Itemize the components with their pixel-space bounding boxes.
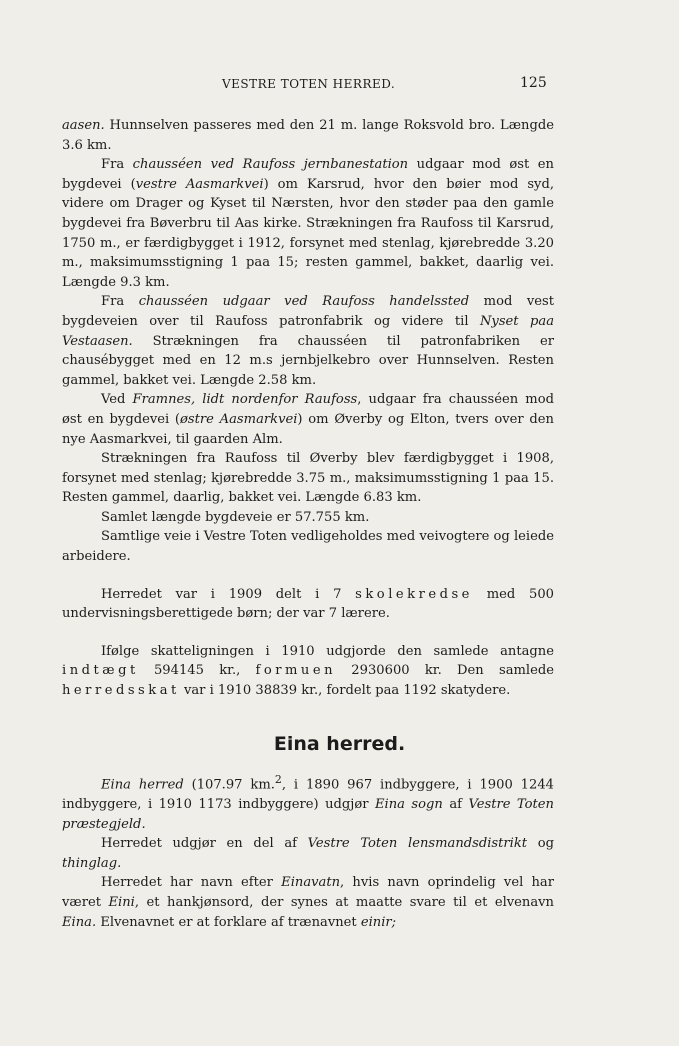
italic-term: Eini	[108, 894, 135, 910]
paragraph: Eina herred (107.97 km.$^2$, i 1890 967 indbyggere, i 1900 1244 indbyggere, i 1910 1173 indbyggere) udgjør Eina sogn af Vestre Toten præstegjeld.	[62, 773, 554, 832]
italic-term: chausséen udgaar ved Raufoss handelssted	[138, 294, 470, 310]
paragraph: Samtlige veie i Vestre Toten vedligeholdes med veivogtere og leiede arbeidere.	[62, 529, 554, 565]
page-number: 125	[520, 75, 547, 91]
italic-term: thinglag.	[62, 855, 122, 871]
paragraph: Herredet var i 1909 delt i 7 skolekredse med 500 undervisningsberettigede børn; der var 7 lærere.	[62, 586, 554, 622]
italic-term: Einavatn	[281, 875, 341, 891]
italic-term: chausséen ved Raufoss jernbanestation	[132, 157, 409, 173]
paragraph: Fra chausséen ved Raufoss jernbanestation udgaar mod øst en bygdevei (vestre Aasmarkvei) om Karsrud, hvor den bøier mod syd, videre om Drager og Kyset til Nærsten, hvor den støder paa den gamle bygdevei fra Bøverbru til Aas kirke. Strækningen fra Raufoss til Karsrud, 1750 m., er færdigbygget i 1912, forsynet med stenlag, kjørebredde 3.20 m., maksimumsstigning 1 paa 15; resten gammel, bakket, daarlig vei. Længde 9.3 km.	[62, 157, 554, 290]
superscript: 2	[274, 773, 282, 786]
spacer	[62, 567, 554, 585]
header-title: VESTRE TOTEN HERRED.	[222, 77, 396, 91]
italic-term: Framnes, lidt nordenfor Raufoss	[132, 392, 358, 408]
paragraph: Strækningen fra Raufoss til Øverby blev færdigbygget i 1908, forsynet med stenlag; kjørebredde 3.75 m., maksimumsstigning 1 paa 15. Resten gammel, daarlig, bakket vei. Længde 6.83 km.	[62, 451, 554, 506]
paragraph: Ifølge skatteligningen i 1910 udgjorde den samlede antagne indtægt 594145 kr., formuen 2930600 kr. Den samlede herredsskat var i 1910 38839 kr., fordelt paa 1192 skatydere.	[62, 643, 554, 699]
spaced-term: skolekredse	[355, 586, 473, 602]
italic-term: einir;	[360, 914, 397, 930]
italic-term: vestre Aasmarkvei	[135, 176, 264, 192]
spaced-term: indtægt	[62, 663, 139, 679]
paragraph: Fra chausséen udgaar ved Raufoss handelssted mod vest bygdeveien over til Raufoss patronfabrik og videre til Nyset paa Vestaasen. Strækningen fra chausséen til patronfabriken er chausébygget med en 12 m.s jernbjelkebro over Hunnselven. Resten gammel, bakket vei. Længde 2.58 km.	[62, 294, 554, 388]
italic-term: Eina herred	[101, 777, 184, 793]
section-text	[62, 770, 554, 932]
italic-term: Eina.	[62, 914, 97, 930]
running-header	[0, 77, 679, 97]
paragraph: Samlet længde bygdeveie er 57.755 km.	[101, 509, 370, 525]
paragraph: Herredet udgjør en del af Vestre Toten lensmandsdistrikt og thinglag.	[62, 836, 554, 871]
spaced-term: formuen	[255, 663, 337, 679]
spacer	[62, 624, 554, 642]
italic-term: østre Aasmarkvei	[180, 411, 298, 427]
spaced-term: herredsskat	[62, 683, 180, 699]
main-text	[62, 116, 554, 701]
paragraph: Herredet har navn efter Einavatn, hvis navn oprindelig vel har været Eini, et hankjønsord, der synes at maatte svare til et elvenavn Eina. Elvenavnet er at forklare af trænavnet einir;	[62, 875, 554, 930]
section-heading: Eina herred.	[273, 733, 406, 755]
italic-term: Eina sogn	[374, 796, 443, 812]
italic-term: Vestre Toten præstegjeld.	[62, 796, 554, 832]
italic-term: Nyset paa Vestaasen.	[62, 313, 554, 349]
italic-term: aasen.	[62, 118, 105, 133]
paragraph: aasen. Hunnselven passeres med den 21 m. lange Roksvold bro. Længde 3.6 km.	[62, 118, 554, 153]
paragraph: Ved Framnes, lidt nordenfor Raufoss, udgaar fra chausséen mod øst en bygdevei (østre Aasmarkvei) om Øverby og Elton, tvers over den nye Aasmarkvei, til gaarden Alm.	[62, 392, 554, 447]
italic-term: Vestre Toten lensmandsdistrikt	[307, 836, 528, 852]
